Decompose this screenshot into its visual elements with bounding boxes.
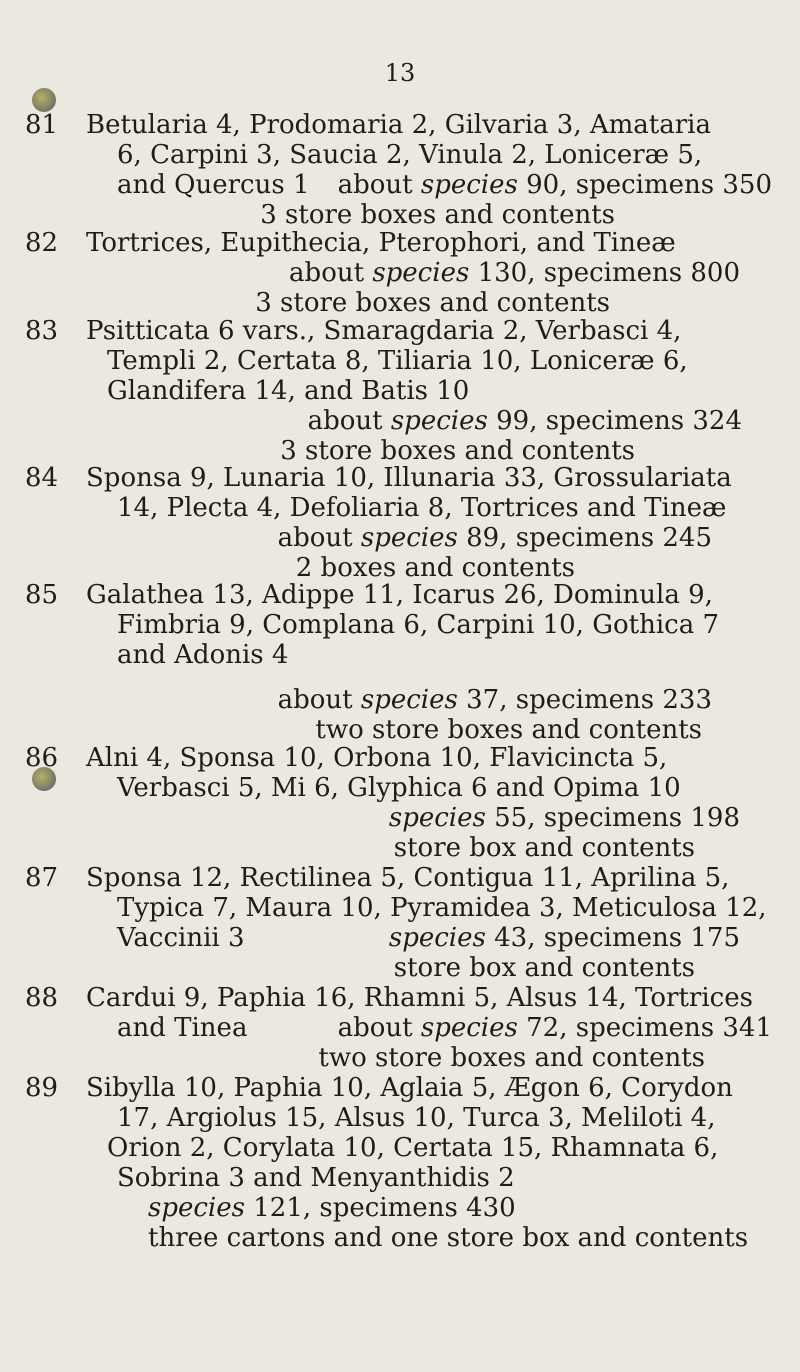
- species-count: species 55, specimens 198: [388, 803, 740, 833]
- page-number: 13: [384, 59, 416, 87]
- lot-contents: 2 boxes and contents: [295, 553, 575, 583]
- binding-hole: [32, 88, 56, 112]
- species-count: about species 72, specimens 341: [337, 1013, 772, 1043]
- species-count: about species 37, specimens 233: [277, 685, 712, 715]
- lot-contents: store box and contents: [393, 953, 695, 983]
- lot-description-line: Cardui 9, Paphia 16, Rhamni 5, Alsus 14, Tortrices: [86, 983, 753, 1013]
- species-count: about species 90, specimens 350: [337, 170, 772, 200]
- lot-number: 86: [25, 743, 59, 773]
- lot-number: 89: [25, 1073, 59, 1103]
- lot-contents: store box and contents: [393, 833, 695, 863]
- lot-description-line: 6, Carpini 3, Saucia 2, Vinula 2, Loniceræ 5,: [117, 140, 703, 170]
- lot-number: 83: [25, 316, 59, 346]
- lot-description-line: and Adonis 4: [117, 640, 289, 670]
- lot-contents: two store boxes and contents: [315, 715, 702, 745]
- lot-description-line: Sponsa 12, Rectilinea 5, Contigua 11, Aprilina 5,: [86, 863, 730, 893]
- lot-description-line: Galathea 13, Adippe 11, Icarus 26, Dominula 9,: [86, 580, 713, 610]
- lot-number: 88: [25, 983, 59, 1013]
- lot-description-line: 14, Plecta 4, Defoliaria 8, Tortrices and Tineæ: [117, 493, 727, 523]
- lot-contents: three cartons and one store box and contents: [148, 1223, 749, 1253]
- lot-description-line: Alni 4, Sponsa 10, Orbona 10, Flavicincta 5,: [86, 743, 668, 773]
- lot-number: 81: [25, 110, 59, 140]
- lot-contents: 3 store boxes and contents: [255, 288, 610, 318]
- species-count: species 43, specimens 175: [388, 923, 740, 953]
- species-count: about species 99, specimens 324: [307, 406, 742, 436]
- lot-description-line: Sobrina 3 and Menyanthidis 2: [117, 1163, 515, 1193]
- lot-number: 82: [25, 228, 59, 258]
- species-count: species 121, specimens 430: [148, 1193, 516, 1223]
- lot-description-line: and Quercus 1: [117, 170, 310, 200]
- lot-description-line: Glandifera 14, and Batis 10: [107, 376, 470, 406]
- lot-description-line: Typica 7, Maura 10, Pyramidea 3, Meticulosa 12,: [117, 893, 767, 923]
- lot-description-line: Sibylla 10, Paphia 10, Aglaia 5, Ægon 6, Corydon: [86, 1073, 733, 1103]
- species-count: about species 130, specimens 800: [289, 258, 740, 288]
- lot-description-line: 17, Argiolus 15, Alsus 10, Turca 3, Meliloti 4,: [117, 1103, 716, 1133]
- lot-description-line: Psitticata 6 vars., Smaragdaria 2, Verbasci 4,: [86, 316, 682, 346]
- lot-description-line: Betularia 4, Prodomaria 2, Gilvaria 3, Amataria: [86, 110, 711, 140]
- lot-description-line: Orion 2, Corylata 10, Certata 15, Rhamnata 6,: [107, 1133, 719, 1163]
- lot-description-line: Templi 2, Certata 8, Tiliaria 10, Loniceræ 6,: [107, 346, 688, 376]
- lot-description-line: Verbasci 5, Mi 6, Glyphica 6 and Opima 10: [117, 773, 681, 803]
- lot-number: 85: [25, 580, 59, 610]
- lot-description-line: Fimbria 9, Complana 6, Carpini 10, Gothica 7: [117, 610, 719, 640]
- lot-contents: 3 store boxes and contents: [280, 436, 635, 466]
- lot-number: 87: [25, 863, 59, 893]
- lot-description-line: Tortrices, Eupithecia, Pterophori, and Tineæ: [86, 228, 676, 258]
- lot-contents: 3 store boxes and contents: [260, 200, 615, 230]
- lot-description-line: Sponsa 9, Lunaria 10, Illunaria 33, Grossulariata: [86, 463, 732, 493]
- lot-description-line: Vaccinii 3: [117, 923, 245, 953]
- lot-number: 84: [25, 463, 59, 493]
- lot-contents: two store boxes and contents: [318, 1043, 705, 1073]
- species-count: about species 89, specimens 245: [277, 523, 712, 553]
- lot-description-line: and Tinea: [117, 1013, 248, 1043]
